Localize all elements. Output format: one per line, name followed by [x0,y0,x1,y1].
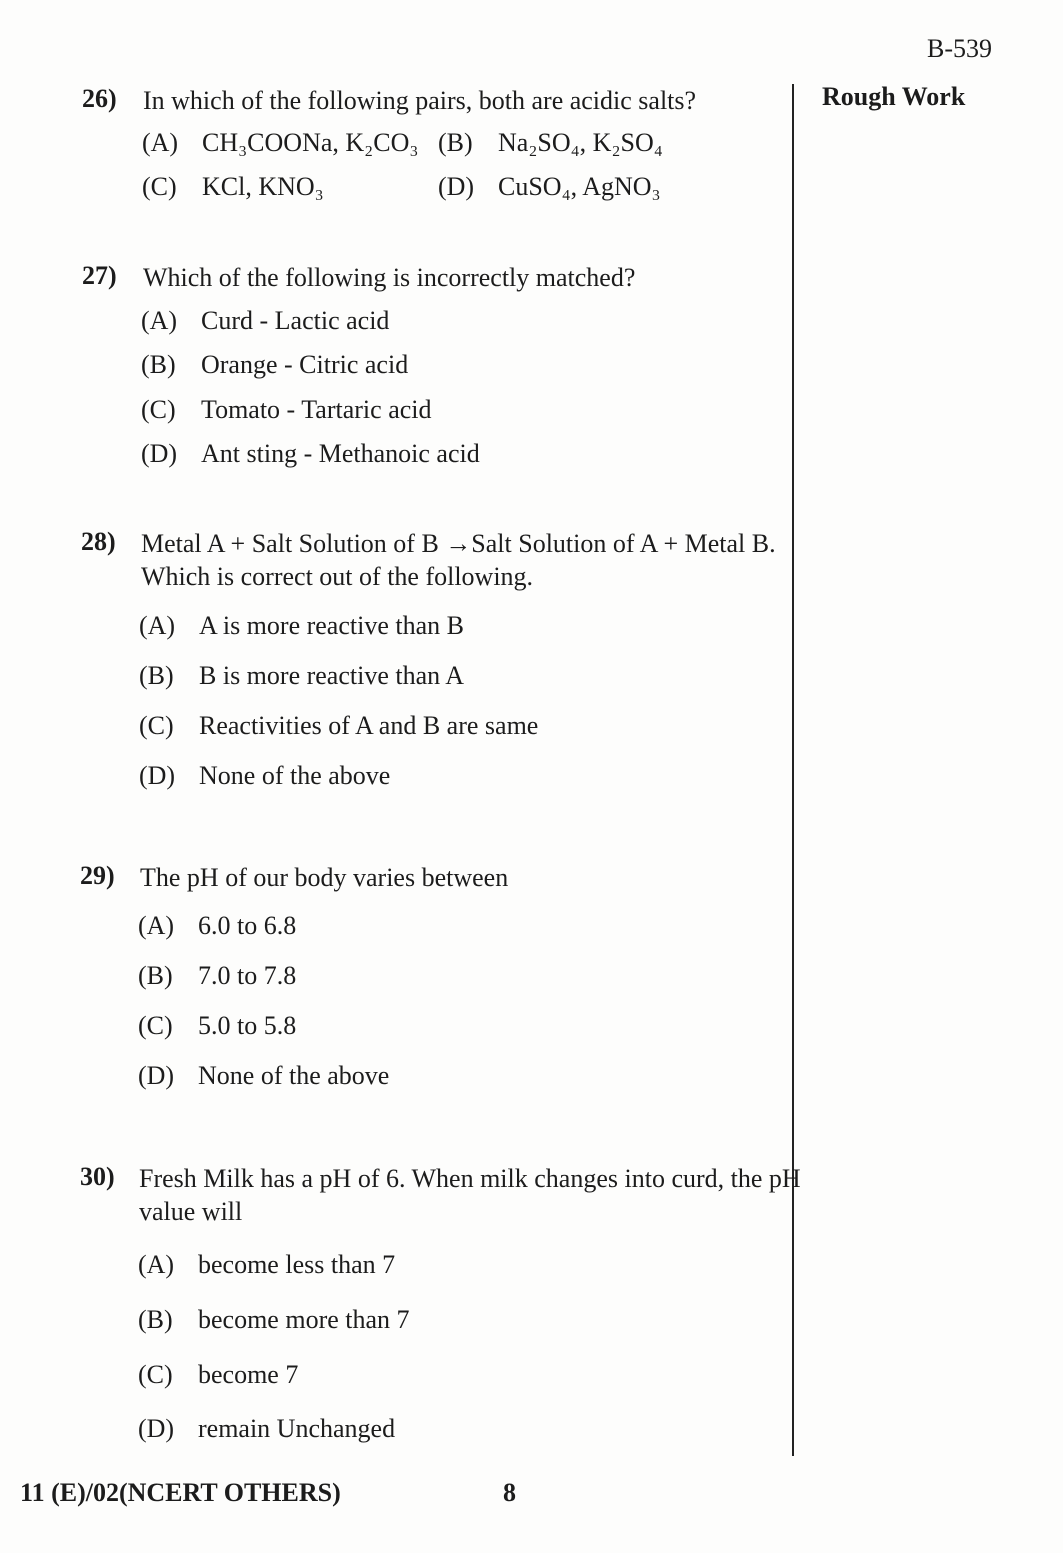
question-27-option-c [141,395,432,425]
option-label: (D) [438,172,475,201]
question-30-option-c [138,1360,298,1390]
question-30-option-d [138,1414,395,1444]
option-text: Curd - Lactic acid [201,306,390,335]
option-label: (A) [141,306,178,335]
option-label: (B) [138,1305,173,1334]
option-text: CH₃COONa, K₂CO₃ [202,128,419,157]
option-text: remain Unchanged [198,1414,396,1443]
question-27-number: 27) [82,261,117,290]
question-27-option-a [141,306,389,336]
option-text: CuSO₄, AgNO₃ [498,172,661,201]
question-30-text-line-2: value will [139,1197,243,1226]
option-label: (B) [138,961,173,990]
question-28-text-line-2: Which is correct out of the following. [141,562,534,591]
option-text: KCl, KNO₃ [202,172,324,201]
option-label: (A) [142,128,179,157]
option-text: become more than 7 [198,1305,410,1334]
question-29-option-b [138,961,296,991]
option-label: (C) [138,1360,173,1389]
option-text: become less than 7 [198,1250,396,1279]
page-number: 8 [503,1478,516,1507]
option-text: None of the above [199,761,391,790]
question-30-number: 30) [80,1162,115,1191]
option-text: 5.0 to 5.8 [198,1011,297,1040]
option-label: (B) [438,128,473,157]
option-label: (A) [138,911,175,940]
question-28-option-a [139,611,464,641]
option-label: (A) [138,1250,175,1279]
question-30-text-line-1: Fresh Milk has a pH of 6. When milk changes into curd, the pH [139,1164,801,1193]
question-27-text: Which of the following is incorrectly matched? [143,263,636,292]
question-28-option-b [139,661,464,691]
paper-code: B-539 [927,34,992,63]
option-label: (C) [141,395,176,424]
option-label: (C) [138,1011,173,1040]
question-28-option-c [139,711,538,741]
option-text: become 7 [198,1360,299,1389]
option-text: 7.0 to 7.8 [198,961,297,990]
option-text: 6.0 to 6.8 [198,911,297,940]
question-26-option-a [142,128,418,158]
question-30-option-b [138,1305,410,1335]
question-27-option-d [141,439,480,469]
option-text: Ant sting - Methanoic acid [201,439,480,468]
footer-paper-code: 11 (E)/02(NCERT OTHERS) [20,1478,341,1507]
question-29-option-c [138,1011,296,1041]
option-text: Orange - Citric acid [201,350,409,379]
question-26-option-d [438,172,661,202]
option-label: (C) [142,172,177,201]
question-30-option-a [138,1250,395,1280]
option-label: (C) [139,711,174,740]
option-text: Reactivities of A and B are same [199,711,539,740]
option-label: (B) [139,661,174,690]
question-29-text: The pH of our body varies between [140,863,509,892]
question-29-number: 29) [80,861,115,890]
question-28-text-line-1: Metal A + Salt Solution of B →Salt Solution of A + Metal B. [141,529,776,558]
question-28-text [141,527,776,593]
option-text: None of the above [198,1061,390,1090]
column-divider [792,84,794,1456]
option-label: (D) [138,1061,175,1090]
option-text: A is more reactive than B [199,611,464,640]
option-label: (D) [141,439,178,468]
question-28-number: 28) [81,527,116,556]
question-26-option-c [142,172,324,202]
question-26-number: 26) [82,84,117,113]
question-29-option-a [138,911,296,941]
option-label: (D) [138,1414,175,1443]
option-text: Tomato - Tartaric acid [201,395,432,424]
question-29-option-d [138,1061,389,1091]
option-text: Na₂SO₄, K₂SO₄ [498,128,663,157]
option-label: (D) [139,761,176,790]
question-26-option-b [438,128,663,158]
option-label: (B) [141,350,176,379]
rough-work-heading: Rough Work [822,82,966,111]
question-30-text [139,1162,801,1228]
question-28-option-d [139,761,390,791]
option-text: B is more reactive than A [199,661,464,690]
option-label: (A) [139,611,176,640]
question-27-option-b [141,350,408,380]
question-26-text: In which of the following pairs, both are acidic salts? [143,86,697,115]
